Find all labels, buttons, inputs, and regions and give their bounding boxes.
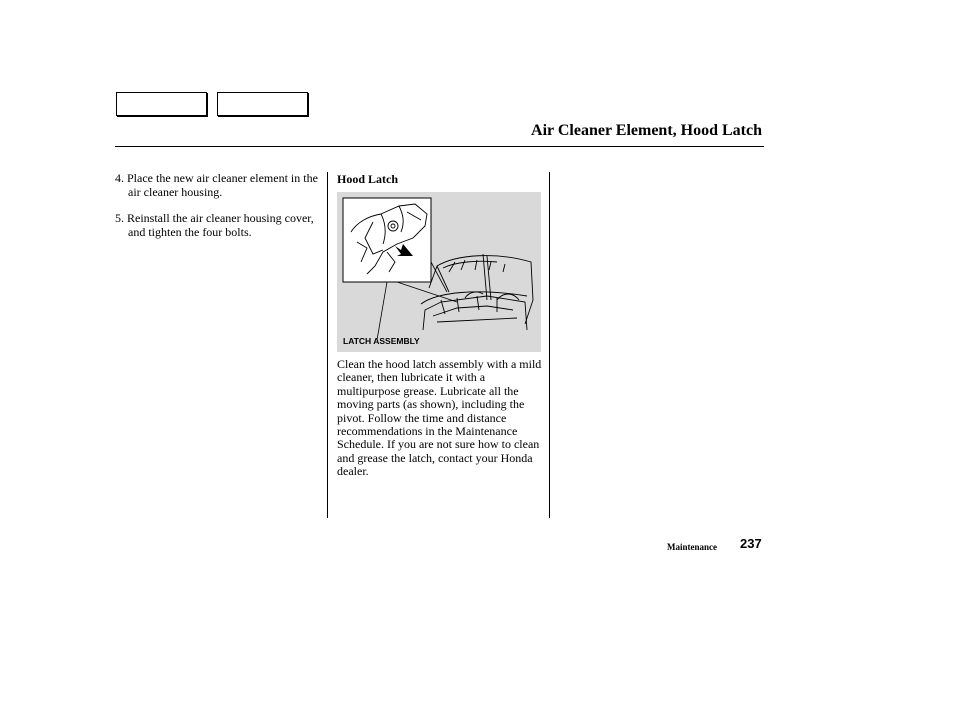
page-number: 237 [740, 536, 762, 551]
next-page-button[interactable] [217, 92, 308, 116]
column-divider-left [327, 172, 328, 518]
hood-latch-figure [337, 192, 541, 352]
hood-latch-illustration [337, 192, 541, 352]
title-divider [115, 146, 764, 147]
step-item: 5. Reinstall the air cleaner housing cover, and tighten the four bolts. [115, 211, 314, 239]
page-title: Air Cleaner Element, Hood Latch [531, 122, 762, 139]
footer-section-name: Maintenance [667, 542, 717, 552]
hood-latch-instructions: Clean the hood latch assembly with a mild cleaner, then lubricate it with a multipurpose grease. Lubricate all the moving parts (as shown), including the pivot. Follow the time and distance recommendations in the Maintenance Schedule. If you are not sure how to clean and grease the latch, contact your Honda dealer. [337, 357, 542, 479]
section-heading: Hood Latch [337, 172, 399, 186]
column-divider-right [549, 172, 550, 518]
step-item: 4. Place the new air cleaner element in the air cleaner housing. [115, 171, 318, 199]
figure-caption: LATCH ASSEMBLY [343, 336, 420, 346]
previous-page-button[interactable] [116, 92, 207, 116]
